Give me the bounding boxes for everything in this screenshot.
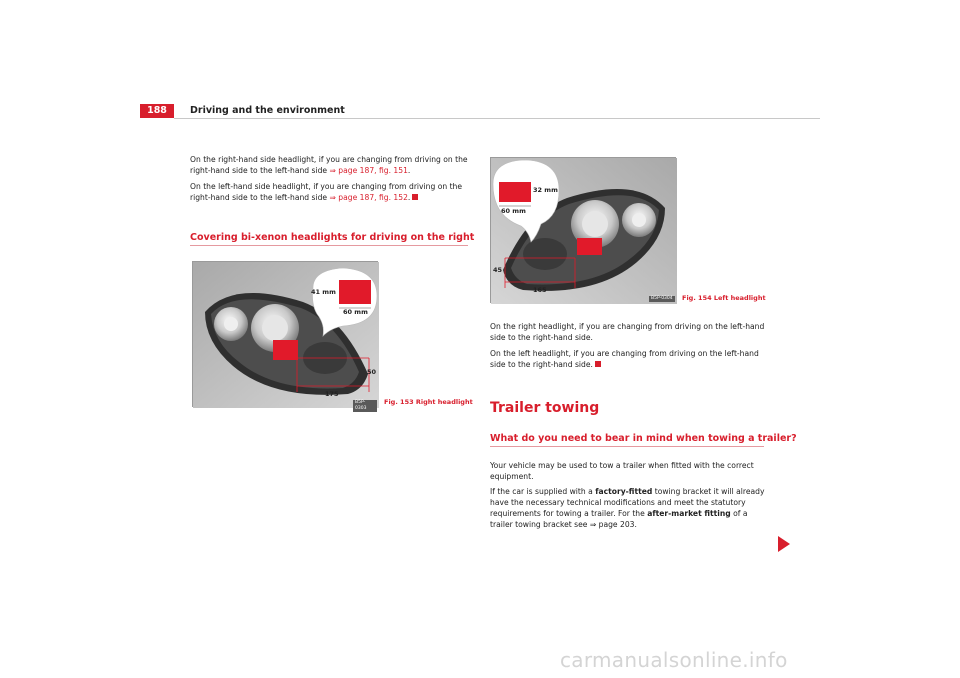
left-headlight-paragraph-1: On the right headlight, if you are changing from driving on the left-hand side to the right-hand side.: [490, 322, 765, 342]
section-heading-trailer: What do you need to bear in mind when towing a trailer?: [490, 433, 797, 444]
dim-60mm: 60 mm: [501, 207, 526, 215]
dim-60mm: 60 mm: [343, 308, 368, 316]
dim-165: 165: [533, 286, 547, 294]
chapter-heading-trailer-towing: Trailer towing: [490, 400, 600, 416]
figure-code: B5P-0303: [353, 400, 377, 412]
figure-caption-154: Fig. 154 Left headlight: [682, 294, 766, 302]
section-heading-bixenon: Covering bi-xenon headlights for driving on the right: [190, 232, 475, 243]
section-end-marker: [595, 361, 601, 367]
section-heading-rule: [190, 245, 468, 246]
dim-32mm: 32 mm: [533, 186, 558, 194]
dim-175: 175: [325, 390, 339, 398]
figure-code: B5P-0304: [651, 296, 673, 301]
left-headlight-paragraph-2: On the left headlight, if you are changing from driving on the left-hand side to the right-hand side.: [490, 349, 759, 369]
figure-left-headlight: [490, 157, 676, 303]
site-watermark: carmanualsonline.info: [560, 648, 788, 672]
chapter-title: Driving and the environment: [190, 105, 345, 116]
page-number: 188: [140, 104, 174, 118]
intro-paragraph-2: On the left-hand side headlight, if you are changing from driving on the right-hand side to the left-hand side ⇒ page 187, fig. 152.: [190, 182, 463, 202]
section-end-marker: [412, 194, 418, 200]
dim-41mm: 41 mm: [311, 288, 336, 296]
figure-caption-153: Fig. 153 Right headlight: [384, 398, 473, 406]
left-headlight-illustration: [491, 158, 677, 304]
dim-50: 50: [367, 368, 377, 376]
trailer-paragraph-2: If the car is supplied with a factory-fitted towing bracket it will already have the necessary technical modifications and meet the statutory requirements for towing a trailer. For the after-market fitting of a trailer towing bracket see ⇒ page 203.: [490, 487, 765, 529]
figure-right-headlight: [192, 261, 378, 411]
trailer-paragraph-1: Your vehicle may be used to tow a trailer when fitted with the correct equipment.: [490, 461, 754, 481]
page-link-187-fig152[interactable]: ⇒ page 187, fig. 152: [329, 193, 408, 202]
dim-45: 45: [493, 266, 503, 274]
right-headlight-illustration: [193, 262, 379, 408]
next-page-arrow-icon[interactable]: [778, 536, 790, 552]
intro-paragraph-1: On the right-hand side headlight, if you are changing from driving on the right-hand side to the left-hand side ⇒ page 187, fig. 151.: [190, 155, 468, 175]
header-divider: [174, 118, 820, 119]
page-link-187-fig151[interactable]: ⇒ page 187, fig. 151: [329, 166, 408, 175]
page-link-203[interactable]: ⇒ page 203: [589, 520, 635, 529]
section-heading-rule: [490, 446, 764, 447]
